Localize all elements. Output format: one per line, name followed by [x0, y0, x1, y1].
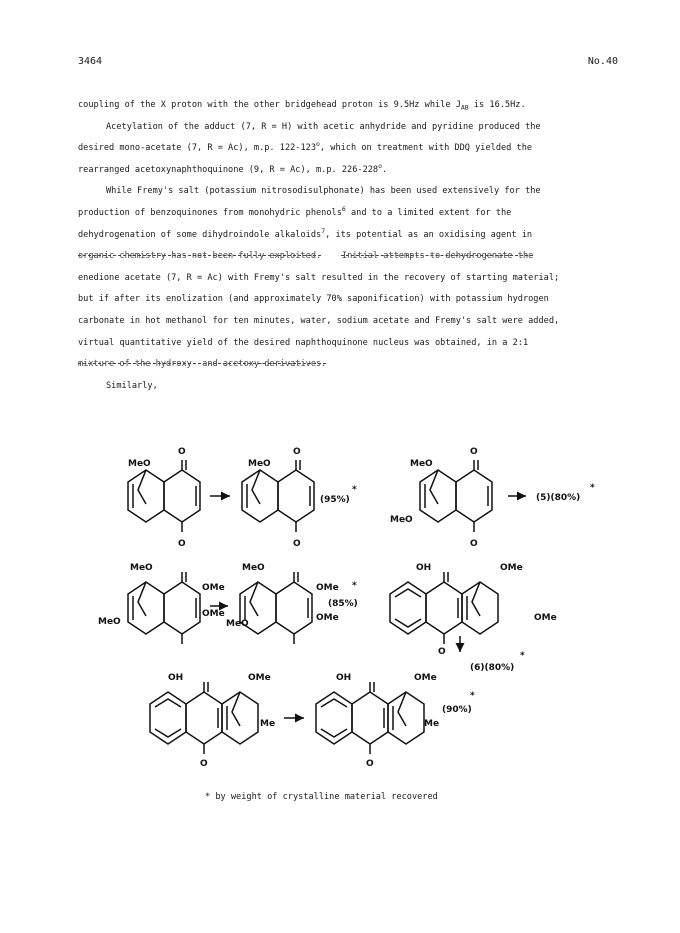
- paragraph-line: [78, 246, 638, 268]
- o-label: O: [178, 447, 186, 457]
- asterisk: *: [520, 651, 525, 661]
- asterisk: *: [470, 691, 475, 701]
- superscript: 6: [341, 205, 346, 214]
- yield-label: (95%): [320, 495, 350, 505]
- oh-label: OH: [416, 563, 432, 573]
- reaction-scheme-svg: [90, 440, 650, 780]
- o-label: O: [470, 539, 478, 549]
- ome-label: OMe: [316, 583, 339, 593]
- text-run: is 16.5Hz.: [468, 100, 526, 110]
- meo-label: MeO: [98, 617, 121, 627]
- paragraph-line: carbonate in hot methanol for ten minutes, water, sodium acetate and Fremy's salt were added,: [78, 315, 560, 326]
- superscript: o: [378, 161, 383, 170]
- body-text: [78, 95, 638, 397]
- meo-label: MeO: [226, 619, 249, 629]
- paragraph-line: Similarly,: [106, 380, 158, 391]
- o-label: O: [438, 647, 446, 657]
- paragraph-line: virtual quantitative yield of the desired naphthoquinone nucleus was obtained, in a 2:1: [78, 337, 529, 348]
- text-run: desired mono-acetate (7, R = Ac), m.p. 122-123: [78, 143, 316, 154]
- yield-label: (90%): [442, 705, 472, 715]
- struck-text: organic chemistry has not been fully exploited.: [78, 251, 322, 262]
- paragraph-line: [78, 225, 638, 247]
- meo-label: MeO: [242, 563, 265, 573]
- asterisk: *: [352, 581, 357, 591]
- row-3: [150, 673, 475, 769]
- o-label: O: [366, 759, 374, 769]
- ome-label: OMe: [534, 613, 557, 623]
- journal-issue: No.40: [587, 56, 618, 67]
- o-label: O: [178, 539, 186, 549]
- asterisk: *: [352, 485, 357, 495]
- paragraph-line: Acetylation of the adduct (7, R = H) with acetic anhydride and pyridine produced the: [106, 121, 541, 132]
- paragraph-line: [78, 354, 638, 376]
- text-run: rearranged acetoxynaphthoquinone (9, R = Ac), m.p. 226-228: [78, 164, 379, 175]
- yield-label: (5)(80%): [536, 493, 581, 503]
- subscript: AB: [460, 103, 469, 112]
- ome-label: OMe: [202, 609, 225, 619]
- text-run: , its potential as an oxidising agent in: [325, 229, 533, 240]
- ome-label: OMe: [316, 613, 339, 623]
- meo-label: MeO: [128, 459, 151, 469]
- text-run: coupling of the X proton with the other bridgehead proton is 9.5Hz while J: [78, 100, 461, 110]
- paragraph-line: While Fremy's salt (potassium nitrosodisulphonate) has been used extensively for the: [106, 186, 541, 197]
- paragraph-line: but if after its enolization (and approximately 70% saponification) with potassium hydrogen: [78, 294, 549, 305]
- text-run: dehydrogenation of some dihydroindole alkaloids: [78, 229, 322, 240]
- row-2: [98, 563, 557, 673]
- asterisk: *: [590, 483, 595, 493]
- paragraph-line: [78, 160, 638, 182]
- page-number: 3464: [78, 56, 103, 67]
- oh-label: OH: [168, 673, 184, 683]
- paragraph-line: [78, 95, 638, 117]
- text-run: and to a limited extent for the: [345, 207, 512, 218]
- o-label: O: [200, 759, 208, 769]
- ome-label: OMe: [248, 673, 271, 683]
- text-run: production of benzoquinones from monohydric phenols: [78, 207, 342, 218]
- text-run: , which on treatment with DDQ yielded the: [319, 143, 533, 154]
- me-label: Me: [260, 719, 276, 729]
- ome-label: OMe: [202, 583, 225, 593]
- row-1: [128, 447, 595, 549]
- struck-text: mixture of the hydroxy- and acetoxy-derivatives.: [78, 359, 327, 370]
- o-label: O: [293, 447, 301, 457]
- yield-label: (6)(80%): [470, 663, 515, 673]
- ome-label: OMe: [500, 563, 523, 573]
- o-label: O: [293, 539, 301, 549]
- meo-label: MeO: [130, 563, 153, 573]
- o-label: O: [470, 447, 478, 457]
- paragraph-line: [78, 138, 638, 160]
- oh-label: OH: [336, 673, 352, 683]
- paragraph-line: enedione acetate (7, R = Ac) with Fremy's salt resulted in the recovery of starting material;: [78, 272, 560, 283]
- reaction-scheme: [90, 440, 650, 780]
- paragraph-line: [78, 203, 638, 225]
- superscript: o: [316, 140, 320, 149]
- superscript: 7: [321, 226, 326, 235]
- yield-label: (85%): [328, 599, 358, 609]
- me-label: Me: [424, 719, 440, 729]
- meo-label: MeO: [410, 459, 433, 469]
- ome-label: OMe: [414, 673, 437, 683]
- meo-label: MeO: [390, 515, 413, 525]
- footnote: * by weight of crystalline material recovered: [205, 792, 438, 802]
- meo-label: MeO: [248, 459, 271, 469]
- struck-text: Initial attempts to dehydrogenate the: [341, 251, 534, 262]
- text-run: .: [382, 164, 388, 175]
